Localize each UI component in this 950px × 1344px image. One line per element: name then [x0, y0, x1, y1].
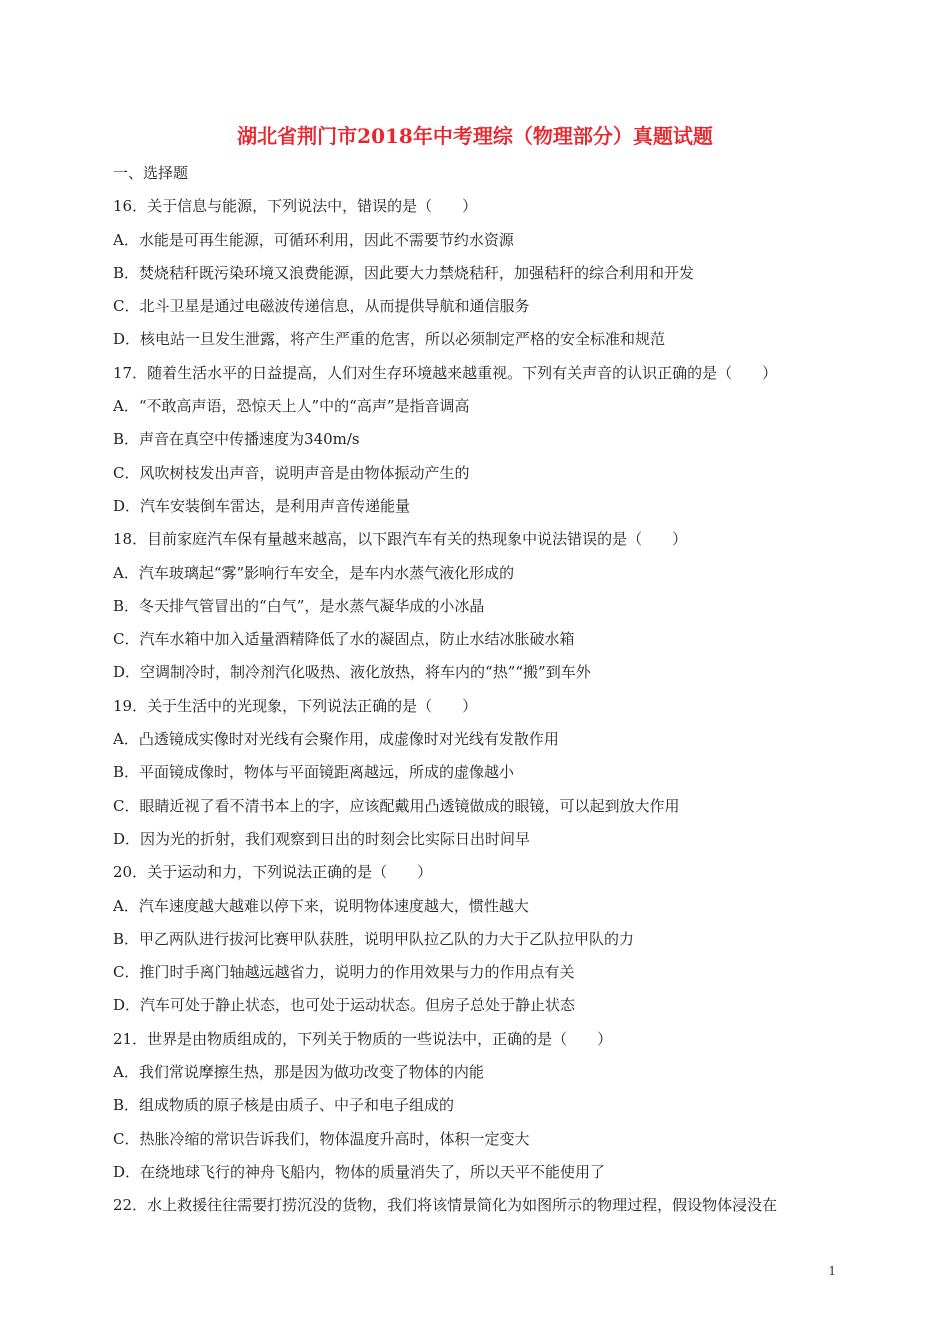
option-20-b: B．甲乙两队进行拔河比赛甲队获胜，说明甲队拉乙队的力大于乙队拉甲队的力: [113, 929, 635, 948]
option-21-d: D．在绕地球飞行的神舟飞船内，物体的质量消失了，所以天平不能使用了: [113, 1162, 606, 1181]
option-19-c: C．眼睛近视了看不清书本上的字，应该配戴用凸透镜做成的眼镜，可以起到放大作用: [113, 796, 680, 815]
option-19-b: B．平面镜成像时，物体与平面镜距离越远，所成的虚像越小: [113, 763, 515, 782]
option-20-d: D．汽车可处于静止状态，也可处于运动状态。但房子总处于静止状态: [113, 996, 576, 1015]
question-stem-21: 21．世界是由物质组成的，下列关于物质的一些说法中，正确的是（ ）: [113, 1029, 613, 1048]
option-17-d: D．汽车安装倒车雷达，是利用声音传递能量: [113, 496, 411, 515]
question-stem-17: 17．随着生活水平的日益提高，人们对生存环境越来越重视。下列有关声音的认识正确的是（ ）: [113, 363, 778, 382]
option-21-c: C．热胀冷缩的常识告诉我们，物体温度升高时，体积一定变大: [113, 1129, 530, 1148]
option-17-a: A．“不敢高声语，恐惊天上人”中的“高声”是指音调高: [113, 397, 470, 416]
option-21-a: A．我们常说摩擦生热，那是因为做功改变了物体的内能: [113, 1063, 484, 1082]
question-stem-19: 19．关于生活中的光现象，下列说法正确的是（ ）: [113, 696, 478, 715]
option-18-b: B．冬天排气管冒出的“白气”，是水蒸气凝华成的小冰晶: [113, 596, 485, 615]
option-19-d: D．因为光的折射，我们观察到日出的时刻会比实际日出时间早: [113, 829, 531, 848]
question-stem-16: 16．关于信息与能源，下列说法中，错误的是（ ）: [113, 197, 478, 216]
option-16-a: A．水能是可再生能源，可循环利用，因此不需要节约水资源: [113, 230, 514, 249]
page-number: 1: [828, 1264, 836, 1278]
question-stem-18: 18．目前家庭汽车保有量越来越高，以下跟汽车有关的热现象中说法错误的是（ ）: [113, 530, 688, 549]
option-17-b: B．声音在真空中传播速度为340m/s: [113, 430, 360, 449]
option-19-a: A．凸透镜成实像时对光线有会聚作用，成虚像时对光线有发散作用: [113, 730, 559, 749]
option-16-c: C．北斗卫星是通过电磁波传递信息，从而提供导航和通信服务: [113, 297, 530, 316]
option-18-c: C．汽车水箱中加入适量酒精降低了水的凝固点，防止水结冰胀破水箱: [113, 630, 575, 649]
section-heading: 一、选择题: [113, 164, 189, 182]
option-18-d: D．空调制冷时，制冷剂汽化吸热、液化放热，将车内的“热”“搬”到车外: [113, 663, 591, 682]
option-16-b: B．焚烧秸秆既污染环境又浪费能源，因此要大力禁烧秸秆，加强秸秆的综合利用和开发: [113, 263, 695, 282]
option-20-a: A．汽车速度越大越难以停下来，说明物体速度越大，惯性越大: [113, 896, 529, 915]
option-20-c: C．推门时手离门轴越远越省力，说明力的作用效果与力的作用点有关: [113, 963, 575, 982]
option-21-b: B．组成物质的原子核是由质子、中子和电子组成的: [113, 1096, 455, 1115]
option-16-d: D．核电站一旦发生泄露，将产生严重的危害，所以必须制定严格的安全标准和规范: [113, 330, 666, 349]
option-17-c: C．风吹树枝发出声音，说明声音是由物体振动产生的: [113, 463, 470, 482]
document-title: 湖北省荆门市2018年中考理综（物理部分）真题试题: [237, 124, 713, 148]
question-content: [113, 157, 853, 1223]
option-18-a: A．汽车玻璃起“雾”影响行车安全，是车内水蒸气液化形成的: [113, 563, 515, 582]
question-stem-20: 20．关于运动和力，下列说法正确的是（ ）: [113, 863, 433, 882]
question-stem-22: 22．水上救援往往需要打捞沉没的货物，我们将该情景简化为如图所示的物理过程，假设物体浸没在: [113, 1196, 778, 1215]
